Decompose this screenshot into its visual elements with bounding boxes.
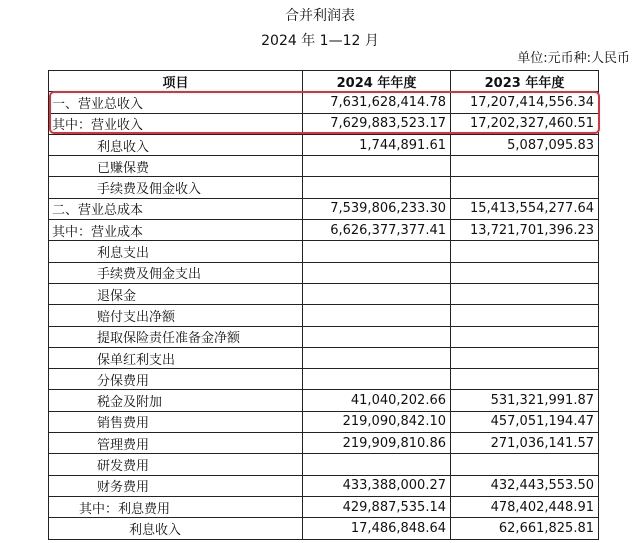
row-value-2024: 219,090,842.10 — [303, 411, 451, 432]
row-value-2024 — [303, 262, 451, 283]
table-row — [49, 390, 599, 411]
row-value-2024 — [303, 369, 451, 390]
row-label: 保单红利支出 — [49, 347, 303, 368]
row-label: 其中：营业收入 — [49, 113, 303, 134]
row-label: 其中：利息费用 — [49, 496, 303, 517]
row-value-2024 — [303, 283, 451, 304]
row-label: 利息收入 — [49, 134, 303, 155]
row-label: 二、营业总成本 — [49, 198, 303, 219]
row-label: 手续费及佣金支出 — [49, 262, 303, 283]
table-row — [49, 283, 599, 304]
row-label: 手续费及佣金收入 — [49, 177, 303, 198]
row-label: 退保金 — [49, 283, 303, 304]
row-value-2023: 5,087,095.83 — [451, 134, 599, 155]
income-statement-table — [48, 70, 599, 540]
row-label: 赔付支出净额 — [49, 305, 303, 326]
table-row — [49, 475, 599, 496]
table-row — [49, 305, 599, 326]
table-row — [49, 220, 599, 241]
table-row — [49, 92, 599, 113]
row-value-2024 — [303, 326, 451, 347]
row-value-2023 — [451, 326, 599, 347]
row-value-2023: 432,443,553.50 — [451, 475, 599, 496]
row-value-2024: 17,486,848.64 — [303, 518, 451, 539]
row-value-2023: 17,207,414,556.34 — [451, 92, 599, 113]
row-label: 分保费用 — [49, 369, 303, 390]
row-label: 税金及附加 — [49, 390, 303, 411]
currency-unit: 单位:元币种:人民币 — [517, 51, 630, 66]
row-label: 利息收入 — [49, 518, 303, 539]
table-row — [49, 113, 599, 134]
row-value-2024: 7,629,883,523.17 — [303, 113, 451, 134]
table-row — [49, 433, 599, 454]
row-label: 财务费用 — [49, 475, 303, 496]
table-row — [49, 369, 599, 390]
row-value-2023 — [451, 262, 599, 283]
row-value-2023: 13,721,701,396.23 — [451, 220, 599, 241]
row-value-2023 — [451, 156, 599, 177]
table-row — [49, 347, 599, 368]
row-value-2023: 457,051,194.47 — [451, 411, 599, 432]
table-header-row — [49, 71, 599, 92]
row-value-2023: 62,661,825.81 — [451, 518, 599, 539]
statement-title: 合并利润表 — [285, 8, 355, 24]
row-value-2023: 531,321,991.87 — [451, 390, 599, 411]
row-value-2024 — [303, 177, 451, 198]
row-value-2023: 271,036,141.57 — [451, 433, 599, 454]
row-value-2023 — [451, 241, 599, 262]
table-row — [49, 198, 599, 219]
statement-period: 2024 年 1—12 月 — [261, 33, 379, 49]
row-label: 其中：营业成本 — [49, 220, 303, 241]
row-label: 销售费用 — [49, 411, 303, 432]
row-value-2024 — [303, 454, 451, 475]
table-row — [49, 262, 599, 283]
row-value-2023: 15,413,554,277.64 — [451, 198, 599, 219]
table-row — [49, 496, 599, 517]
row-label: 已赚保费 — [49, 156, 303, 177]
row-value-2024: 6,626,377,377.41 — [303, 220, 451, 241]
table-row — [49, 156, 599, 177]
row-label: 研发费用 — [49, 454, 303, 475]
row-label: 提取保险责任准备金净额 — [49, 326, 303, 347]
row-label: 一、营业总收入 — [49, 92, 303, 113]
row-value-2023 — [451, 369, 599, 390]
row-value-2024: 41,040,202.66 — [303, 390, 451, 411]
row-label: 利息支出 — [49, 241, 303, 262]
table-row — [49, 134, 599, 155]
row-label: 管理费用 — [49, 433, 303, 454]
table-row — [49, 177, 599, 198]
row-value-2023 — [451, 177, 599, 198]
header-2024: 2024 年年度 — [303, 71, 451, 92]
row-value-2023 — [451, 454, 599, 475]
row-value-2024: 1,744,891.61 — [303, 134, 451, 155]
row-value-2024 — [303, 156, 451, 177]
row-value-2024: 7,539,806,233.30 — [303, 198, 451, 219]
table-body — [49, 92, 599, 539]
row-value-2023 — [451, 305, 599, 326]
table-row — [49, 326, 599, 347]
table-row — [49, 454, 599, 475]
row-value-2024 — [303, 347, 451, 368]
row-value-2023 — [451, 347, 599, 368]
row-value-2023: 17,202,327,460.51 — [451, 113, 599, 134]
header-2023: 2023 年年度 — [451, 71, 599, 92]
row-value-2024: 429,887,535.14 — [303, 496, 451, 517]
row-value-2024 — [303, 305, 451, 326]
table-row — [49, 411, 599, 432]
row-value-2023 — [451, 283, 599, 304]
row-value-2024: 7,631,628,414.78 — [303, 92, 451, 113]
row-value-2024 — [303, 241, 451, 262]
row-value-2024: 219,909,810.86 — [303, 433, 451, 454]
table-row — [49, 241, 599, 262]
table-row — [49, 518, 599, 539]
header-item: 项目 — [49, 71, 303, 92]
row-value-2024: 433,388,000.27 — [303, 475, 451, 496]
row-value-2023: 478,402,448.91 — [451, 496, 599, 517]
